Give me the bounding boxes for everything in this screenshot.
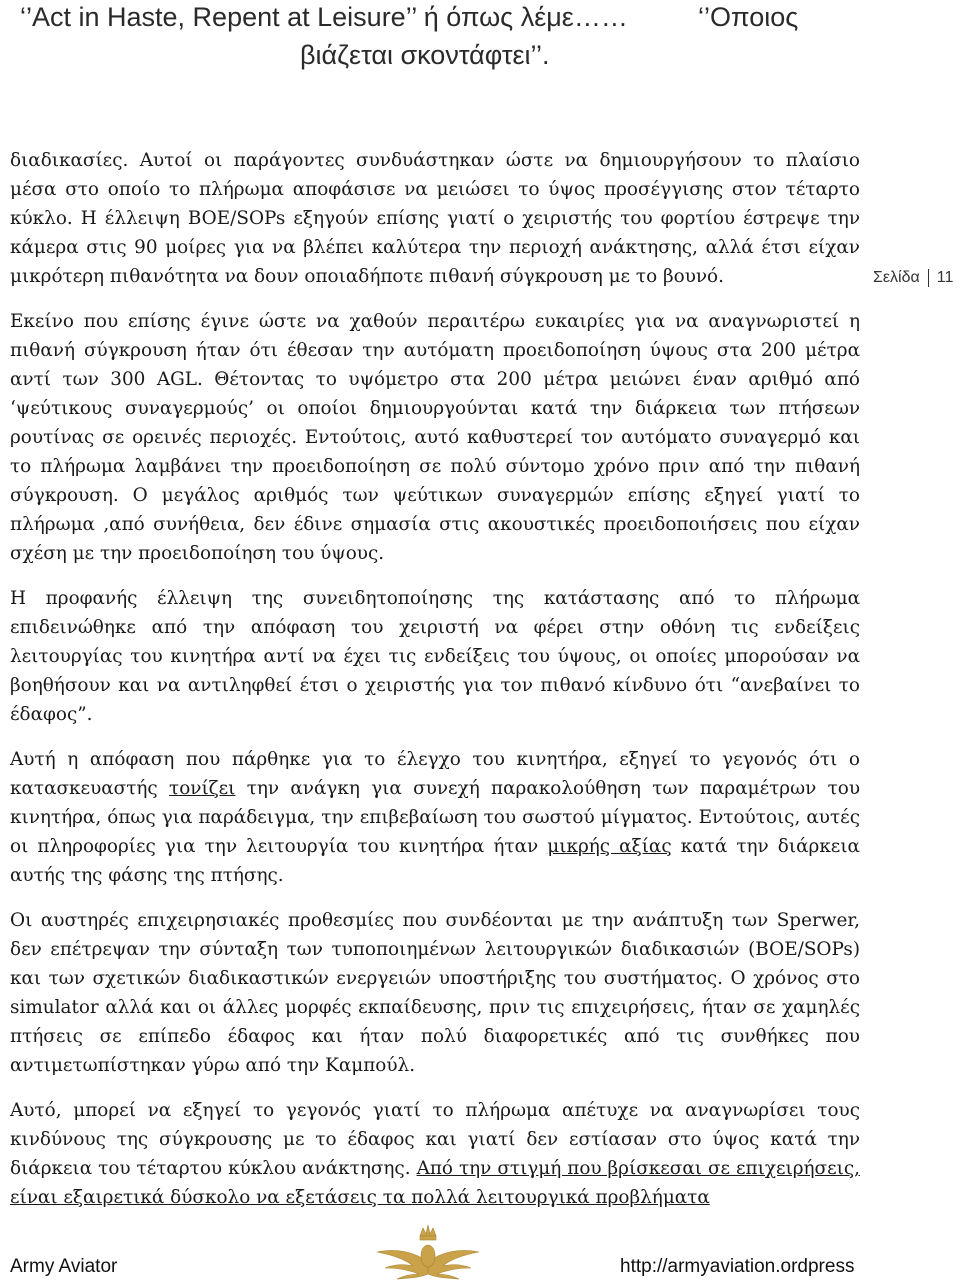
paragraph-1: διαδικασίες. Αυτοί οι παράγοντες συνδυάστηκαν ώστε να δημιουργήσουν το πλαίσιο μέσα στο οποίο το πλήρωμα αποφάσισε να μειώσει το ύψος προσέγγισης στον τέταρτο κύκλο. Η έλλειψη BOE/SOPs εξηγούν επίσης γιατί ο χειριστής του φορτίου έστρεψε την κάμερα στις 90 μοίρες για να βλέπει καλύτερα την περιοχή ανάκτησης, αλλά έτσι είχαν μικρότερη πιθανότητα να δουν οποιαδήποτε πιθανή σύγκρουση με το βουνό. (10, 150, 860, 287)
page-number-divider (928, 269, 929, 287)
header-title-line1: ‘’Act in Haste, Repent at Leisure’’ ή όπως λέμε…… (20, 2, 628, 32)
underlined-emphasis: μικρής αξίας (547, 836, 672, 857)
paragraph-4-text-b: την ανάγκη για συνεχή παρακολούθηση των παραμέτρων του κινητήρα, όπως για παράδειγμα, την επιβεβαίωση του σωστού μίγματος. Εντούτοις, αυτές οι πληροφορίες για την λειτουργία του κινητήρα ήταν (10, 778, 860, 857)
header-title-line1-right: ‘’Οποιος (698, 2, 799, 32)
underlined-emphasis: τονίζει (169, 778, 236, 799)
footer-url: http://armyaviation.ordpress (620, 1256, 855, 1277)
underlined-emphasis: Από την στιγμή που βρίσκεσαι σε επιχειρήσεις, είναι εξαιρετικά δύσκολο να εξετάσεις τα πολλά λειτουργικά προβλήματα (10, 1158, 860, 1208)
header-title-line2: βιάζεται σκοντάφτει’’. (300, 40, 550, 70)
paragraph-6-text-a: Αυτό, μπορεί να εξηγεί το γεγονός γιατί το πλήρωμα απέτυχε να αναγνωρίσει τους κινδύνους της σύγκρουσης με το έδαφος και γιατί δεν εστίασαν στο ύψος κατά την διάρκεια του τέταρτου κύκλου ανάκτησης. (10, 1100, 860, 1179)
document-header (0, 0, 960, 80)
page-number-marker (873, 269, 953, 287)
page-label: Σελίδα (873, 269, 920, 287)
paragraph-5: Οι αυστηρές επιχειρησιακές προθεσμίες που συνδέονται με την ανάπτυξη των Sperwer, δεν επέτρεψαν την σύνταξη των τυποποιημένων λειτουργικών διαδικασιών (BOE/SOPs) και των σχετικών διαδικαστικών ενεργειών υποστήριξης του συστήματος. Ο χρόνος στο simulator αλλά και οι άλλες μορφές εκπαίδευσης, πριν τις επιχειρήσεις, ήταν σε χαμηλές πτήσεις σε επίπεδο έδαφος και ήταν πολύ διαφορετικές από τις συνθήκες που αντιμετωπίστηκαν γύρω από την Καμπούλ. (10, 910, 860, 1076)
footer-site-name: Army Aviator (10, 1256, 118, 1277)
paragraph-6 (10, 1096, 860, 1212)
paragraph-2: Εκείνο που επίσης έγινε ώστε να χαθούν περαιτέρω ευκαιρίες για να αναγνωριστεί η πιθανή σύγκρουση ήταν ότι έθεσαν την αυτόματη προειδοποίηση ύψους στα 200 μέτρα αντί των 300 AGL. Θέτοντας το υψόμετρο στα 200 μέτρα μειώνει έναν αριθμό από ‘ψεύτικους συναγερμούς’ οι οποίοι δημιουργούνται κατά την διάρκεια των πτήσεων ρουτίνας σε ορεινές περιοχές. Εντούτοις, αυτό καθυστερεί τον αυτόματο συναγερμό και το πλήρωμα λαμβάνει την προειδοποίηση σε πολύ σύντομο χρόνο πριν από την πιθανή σύγκρουση. Ο μεγάλος αριθμός των ψεύτικων συναγερμών επίσης εξηγεί γιατί το πλήρωμα ,από συνήθεια, δεν έδινε σημασία στις ακουστικές προειδοποιήσεις που είχαν σχέση με την προειδοποίηση του ύψους. (10, 311, 860, 564)
paragraph-4-text-c: κατά την διάρκεια αυτής της φάσης της πτήσης. (10, 836, 860, 886)
paragraph-4 (10, 745, 860, 890)
page-number: 11 (936, 269, 954, 287)
document-body (10, 146, 860, 1212)
paragraph-4-text-a: Αυτή η απόφαση που πάρθηκε για το έλεγχο του κινητήρα, εξηγεί το γεγονός ότι ο κατασκευαστής (10, 749, 860, 799)
winged-crown-emblem-icon (375, 1222, 481, 1280)
paragraph-3: Η προφανής έλλειψη της συνειδητοποίησης της κατάστασης από το πλήρωμα επιδεινώθηκε από την απόφαση του χειριστή να φέρει στην οθόνη τις ενδείξεις λειτουργίας του κινητήρα αντί να έχει τις ενδείξεις του ύψους, οι οποίες μπορούσαν να βοηθήσουν και να αντιληφθεί έτσι ο χειριστής για τον πιθανό κίνδυνο ότι “ανεβαίνει το έδαφος”. (10, 588, 860, 725)
